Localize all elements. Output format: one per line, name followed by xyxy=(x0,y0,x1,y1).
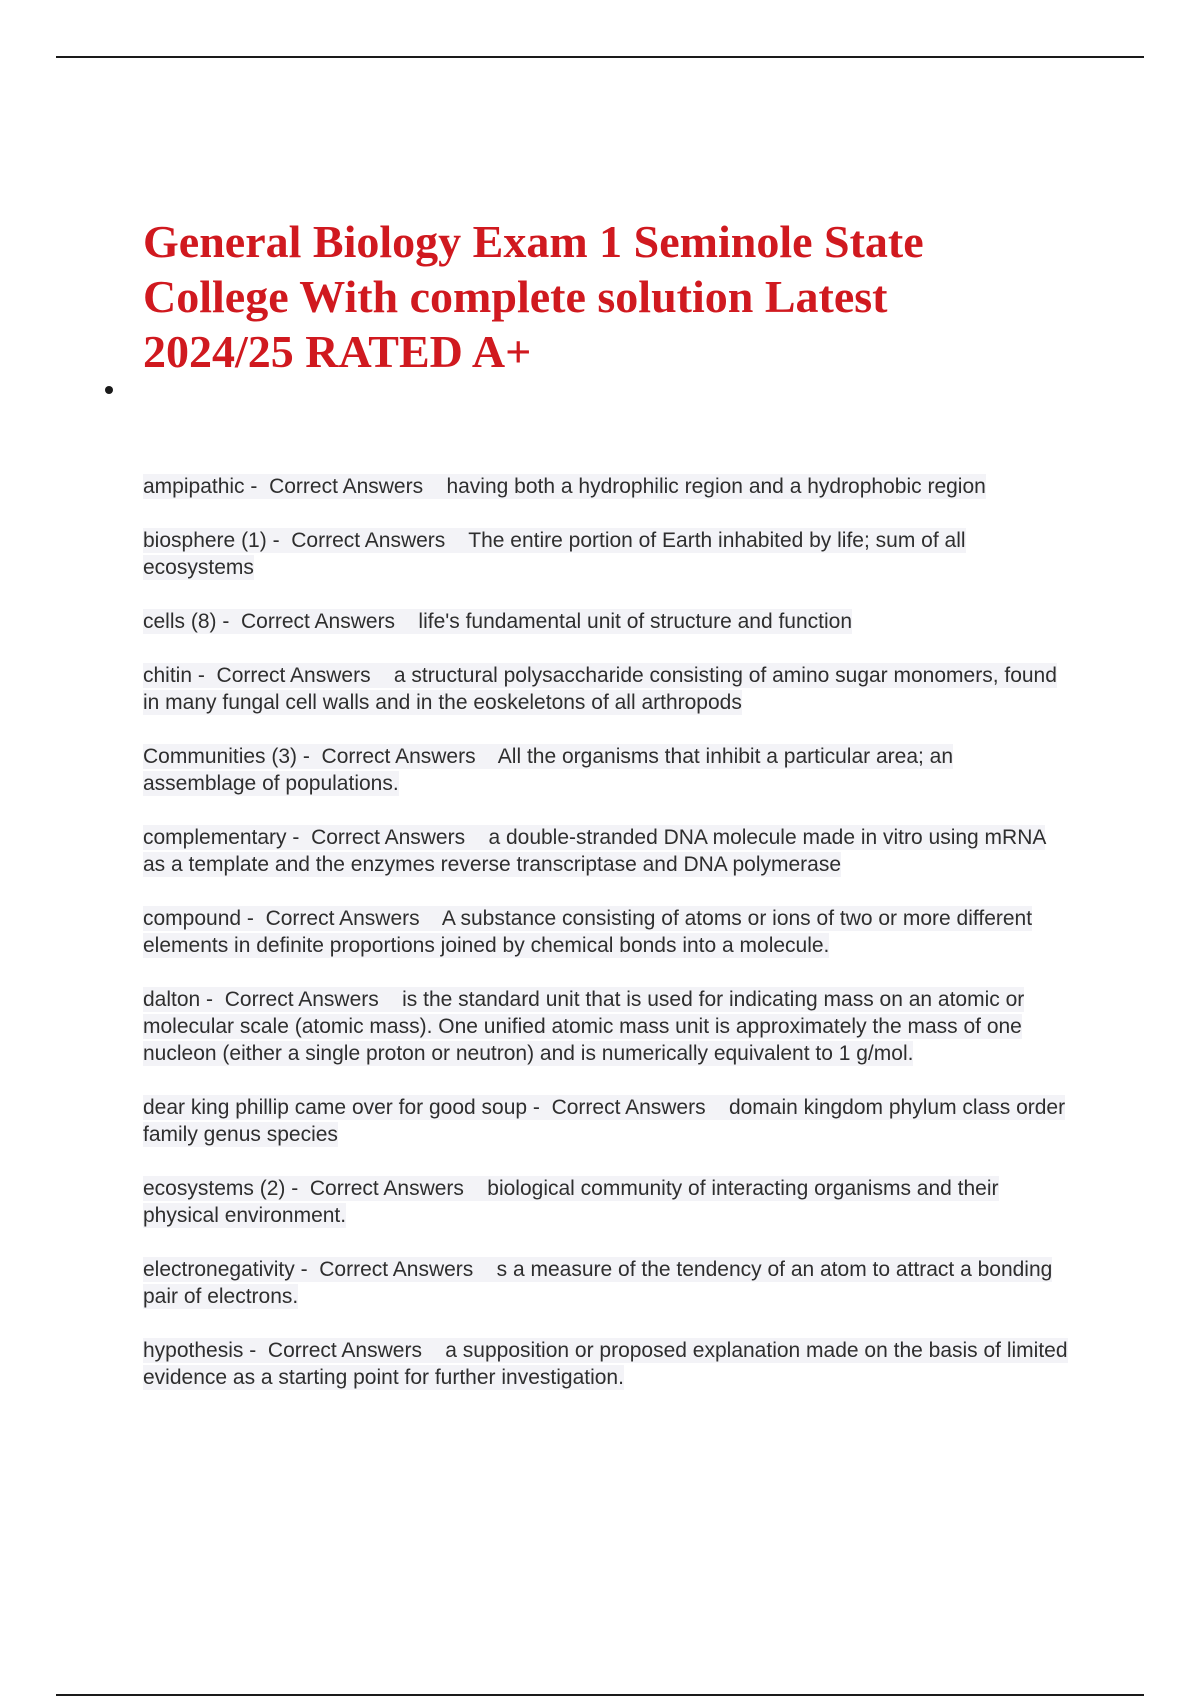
entry-text: compound - Correct Answers A substance consisting of atoms or ions of two or more different elements in definite proportions joined by chemical bonds into a molecule. xyxy=(143,907,1033,957)
entry-answer: A substance consisting of atoms or ions of two or more different elements in definite proportions joined by chemical bonds into a molecule. xyxy=(143,907,1033,957)
entry-term: ecosystems (2) xyxy=(143,1177,286,1200)
entry-term: chitin xyxy=(143,664,193,687)
entry-text: complementary - Correct Answers a double-stranded DNA molecule made in vitro using mRNA as a template and the enzymes reverse transcriptase and DNA polymerase xyxy=(143,826,1046,876)
answer-marker: Correct Answers xyxy=(321,745,476,768)
flashcard-entry xyxy=(143,527,1068,581)
answer-marker: Correct Answers xyxy=(216,664,371,687)
flashcard-entry xyxy=(143,905,1068,959)
flashcard-entry xyxy=(143,986,1068,1067)
entry-term: cells (8) xyxy=(143,610,217,633)
answer-marker: Correct Answers xyxy=(241,610,396,633)
entry-text: ecosystems (2) - Correct Answers biological community of interacting organisms and their physical environment. xyxy=(143,1177,999,1227)
entry-answer: s a measure of the tendency of an atom to attract a bonding pair of electrons. xyxy=(143,1258,1053,1308)
entry-term: dear king phillip came over for good soup xyxy=(143,1096,528,1119)
answer-marker: Correct Answers xyxy=(311,826,466,849)
flashcard-entry xyxy=(143,1175,1068,1229)
answer-marker: Correct Answers xyxy=(551,1096,706,1119)
answer-marker: Correct Answers xyxy=(265,907,420,930)
entry-term: electronegativity xyxy=(143,1258,295,1281)
flashcard-entry xyxy=(143,1094,1068,1148)
entry-text: biosphere (1) - Correct Answers The entire portion of Earth inhabited by life; sum of all ecosystems xyxy=(143,529,966,579)
flashcard-list xyxy=(143,473,1068,1418)
entry-text: electronegativity - Correct Answers s a measure of the tendency of an atom to attract a bonding pair of electrons. xyxy=(143,1258,1053,1308)
top-rule xyxy=(56,56,1144,58)
answer-marker: Correct Answers xyxy=(224,988,379,1011)
bottom-rule xyxy=(56,1694,1144,1696)
flashcard-entry xyxy=(143,1256,1068,1310)
answer-marker: Correct Answers xyxy=(319,1258,474,1281)
entry-text: Communities (3) - Correct Answers All the organisms that inhibit a particular area; an assemblage of populations. xyxy=(143,745,954,795)
entry-term: ampipathic xyxy=(143,475,245,498)
entry-answer: a double-stranded DNA molecule made in vitro using mRNA as a template and the enzymes reverse transcriptase and DNA polymerase xyxy=(143,826,1046,876)
entry-text: ampipathic - Correct Answers having both a hydrophilic region and a hydrophobic region xyxy=(143,475,986,498)
entry-answer: biological community of interacting organisms and their physical environment. xyxy=(143,1177,999,1227)
flashcard-entry xyxy=(143,1337,1068,1391)
flashcard-entry xyxy=(143,473,1068,500)
answer-marker: Correct Answers xyxy=(291,529,446,552)
entry-answer: The entire portion of Earth inhabited by life; sum of all ecosystems xyxy=(143,529,966,579)
document-title: General Biology Exam 1 Seminole State College With complete solution Latest 2024/25 RATED A+ xyxy=(143,216,924,377)
answer-marker: Correct Answers xyxy=(269,475,424,498)
entry-answer: life's fundamental unit of structure and function xyxy=(418,610,853,633)
flashcard-entry xyxy=(143,608,1068,635)
entry-text: hypothesis - Correct Answers a supposition or proposed explanation made on the basis of limited evidence as a starting point for further investigation. xyxy=(143,1339,1068,1389)
entry-answer: a structural polysaccharide consisting of amino sugar monomers, found in many fungal cell walls and in the eoskeletons of all arthropods xyxy=(143,664,1057,714)
entry-answer: domain kingdom phylum class order family genus species xyxy=(143,1096,1066,1146)
entry-text: dear king phillip came over for good soup - Correct Answers domain kingdom phylum class order family genus species xyxy=(143,1096,1066,1146)
entry-term: dalton xyxy=(143,988,201,1011)
entry-answer: having both a hydrophilic region and a hydrophobic region xyxy=(446,475,986,498)
entry-text: dalton - Correct Answers is the standard unit that is used for indicating mass on an atomic or molecular scale (atomic mass). One unified atomic mass unit is approximately the mass of one nucleon (either a single proton or neutron) and is numerically equivalent to 1 g/mol. xyxy=(143,988,1025,1065)
entry-answer: a supposition or proposed explanation made on the basis of limited evidence as a starting point for further investigation. xyxy=(143,1339,1068,1389)
flashcard-entry xyxy=(143,824,1068,878)
entry-text: chitin - Correct Answers a structural polysaccharide consisting of amino sugar monomers, found in many fungal cell walls and in the eoskeletons of all arthropods xyxy=(143,664,1057,714)
flashcard-entry xyxy=(143,662,1068,716)
bullet-icon xyxy=(105,386,113,394)
entry-term: complementary xyxy=(143,826,287,849)
entry-term: biosphere (1) xyxy=(143,529,267,552)
entry-term: compound xyxy=(143,907,242,930)
entry-text: cells (8) - Correct Answers life's fundamental unit of structure and function xyxy=(143,610,853,633)
entry-answer: is the standard unit that is used for indicating mass on an atomic or molecular scale (atomic mass). One unified atomic mass unit is approximately the mass of one nucleon (either a single proton or neutron) and is numerically equivalent to 1 g/mol. xyxy=(143,988,1025,1065)
answer-marker: Correct Answers xyxy=(267,1339,422,1362)
answer-marker: Correct Answers xyxy=(309,1177,464,1200)
entry-term: Communities (3) xyxy=(143,745,298,768)
entry-answer: All the organisms that inhibit a particular area; an assemblage of populations. xyxy=(143,745,954,795)
entry-term: hypothesis xyxy=(143,1339,244,1362)
flashcard-entry xyxy=(143,743,1068,797)
